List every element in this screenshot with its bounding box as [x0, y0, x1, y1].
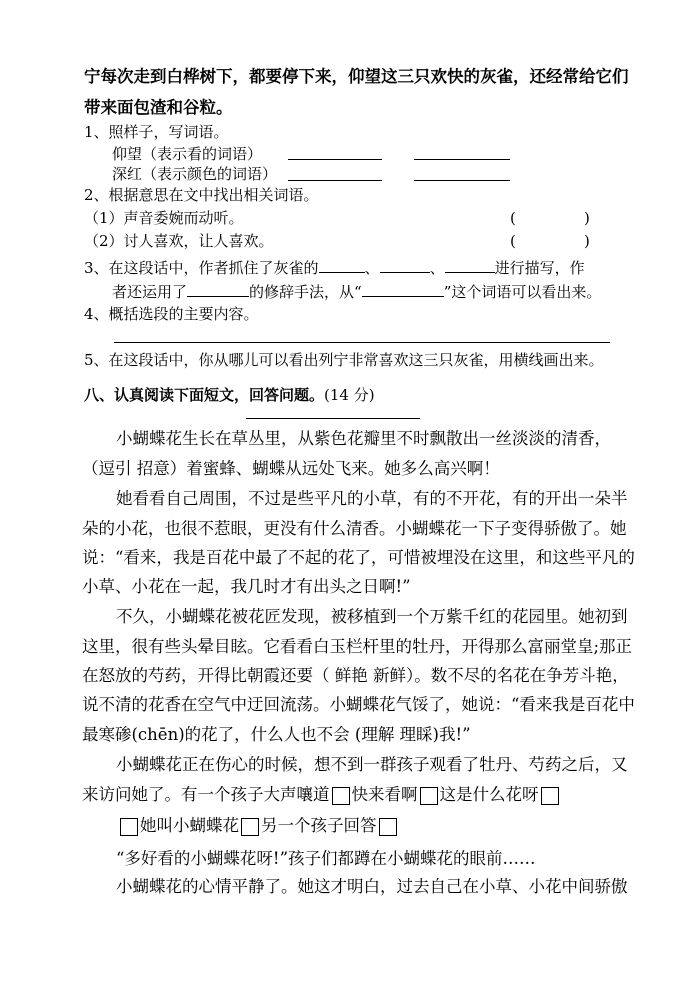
q2-b-paren-close: ): [584, 232, 590, 250]
passage-p3-line-2: 这里，很有些头晕目眩。它看看白玉栏杆里的牡丹，开得那么富丽堂皇;那正: [82, 637, 633, 656]
section-8-title: 八、认真阅读下面短文，回答问题。: [84, 386, 325, 404]
q3-l2-text-b: 的修辞手法，从“: [249, 283, 362, 301]
punctuation-box-3[interactable]: [541, 787, 559, 805]
passage-p5-line-1: “多好看的小蝴蝶花呀!”孩子们都蹲在小蝴蝶花的眼前……: [116, 849, 536, 868]
q3-blank-1[interactable]: [319, 256, 365, 273]
punctuation-box-2[interactable]: [420, 787, 438, 805]
q3-blank-4[interactable]: [187, 280, 249, 297]
passage-p3-line-3: 在怒放的芍药，开得比朝霞还要（ 鲜艳 新鲜）。数不尽的名花在争芳斗艳，: [82, 666, 629, 685]
q3-sep-1: 、: [364, 259, 380, 277]
passage-p2-line-4: 小草、小花在一起，我几时才有出头之日啊!”: [82, 577, 411, 596]
passage-p1-line-2: （逗引 招意）着蜜蜂、蝴蝶从远处飞来。她多么高兴啊！: [82, 459, 500, 478]
q2-b-paren-open: (: [510, 232, 516, 250]
q4-title: 4、概括选段的主要内容。: [84, 305, 259, 323]
q4-answer-line[interactable]: [114, 342, 610, 343]
passage-p3-line-5: 最寒碜(chēn)的花了，什么人也不会 (理解 理睬)我!”: [82, 725, 471, 744]
passage-p2-line-3: 说：“看来，我是百花中最了不起的花了，可惜被埋没在这里，和这些平凡的: [82, 548, 635, 567]
q2-item-a: （1）声音委婉而动听。: [84, 209, 244, 227]
passage-p4-line-2: [82, 784, 561, 806]
q3-l1-end: 进行描写，作: [494, 259, 585, 277]
p4-l3-text-a: 她叫小蝴蝶花: [140, 816, 239, 835]
q3-blank-3[interactable]: [445, 256, 495, 273]
q3-l2-text-c: ”这个词语可以看出来。: [443, 283, 602, 301]
passage-p2-line-2: 朵的小花，也很不惹眼，更没有什么清香。小蝴蝶花一下子变得骄傲了。她: [82, 519, 627, 538]
q3-l1-text: 3、在这段话中，作者抓住了灰雀的: [84, 259, 319, 277]
q3-line-1: [84, 256, 585, 278]
passage-p4-line-1: 小蝴蝶花正在伤心的时候，想不到一群孩子观看了牡丹、芍药之后，又: [116, 755, 628, 774]
intro-line-2: 带来面包渣和谷粒。: [84, 98, 233, 117]
q3-line-2: [112, 280, 601, 302]
q1-title: 1、照样子，写词语。: [84, 123, 229, 141]
section-8-score: (14 分): [324, 386, 375, 404]
q1-a-blank-1[interactable]: [288, 159, 382, 160]
q1-item-a: 仰望（表示看的词语）: [112, 145, 263, 163]
p4-l3-text-b: 另一个孩子回答: [261, 816, 377, 835]
punctuation-box-4[interactable]: [120, 818, 138, 836]
q3-blank-2[interactable]: [380, 256, 430, 273]
passage-title-blank[interactable]: [246, 418, 420, 419]
section-8-heading: [84, 385, 375, 405]
punctuation-box-6[interactable]: [379, 818, 397, 836]
q2-a-paren-close: ): [584, 209, 590, 227]
punctuation-box-1[interactable]: [332, 787, 350, 805]
intro-line-1: 宁每次走到白桦树下，都要停下来，仰望这三只欢快的灰雀，还经常给它们: [84, 67, 629, 86]
passage-p2-line-1: 她看看自己周围，不过是些平凡的小草，有的不开花，有的开出一朵半: [116, 489, 628, 508]
passage-p3-line-1: 不久，小蝴蝶花被花匠发现，被移植到一个万紫千红的花园里。她初到: [116, 607, 628, 626]
p4-l2-text-c: 这是什么花呀: [439, 785, 539, 804]
q3-sep-2: 、: [429, 259, 445, 277]
q2-item-b: （2）讨人喜欢，让人喜欢。: [84, 232, 274, 250]
passage-p4-line-3: [118, 815, 399, 837]
q1-b-blank-2[interactable]: [414, 180, 510, 181]
q1-item-b: 深红（表示颜色的词语）: [112, 165, 278, 183]
q3-l2-text-a: 者还运用了: [112, 283, 188, 301]
p4-l2-text-a: 来访问她了。有一个孩子大声嚷道: [82, 785, 330, 804]
q2-a-paren-open: (: [510, 209, 516, 227]
q2-title: 2、根据意思在文中找出相关词语。: [84, 186, 319, 204]
passage-p3-line-4: 说不清的花香在空气中迂回流荡。小蝴蝶花气馁了，她说：“看来我是百花中: [82, 695, 635, 714]
p4-l2-text-b: 快来看啊: [351, 785, 418, 804]
q1-a-blank-2[interactable]: [414, 159, 510, 160]
q1-b-blank-1[interactable]: [288, 180, 382, 181]
passage-p1-line-1: 小蝴蝶花生长在草丛里，从紫色花瓣里不时飘散出一丝淡淡的清香，: [116, 429, 611, 448]
passage-p6-line-1: 小蝴蝶花的心情平静了。她这才明白，过去自己在小草、小花中间骄傲: [116, 877, 628, 896]
q3-blank-5[interactable]: [362, 280, 444, 297]
punctuation-box-5[interactable]: [241, 818, 259, 836]
q5-title: 5、在这段话中，你从哪儿可以看出列宁非常喜欢这三只灰雀，用横线画出来。: [84, 351, 604, 369]
